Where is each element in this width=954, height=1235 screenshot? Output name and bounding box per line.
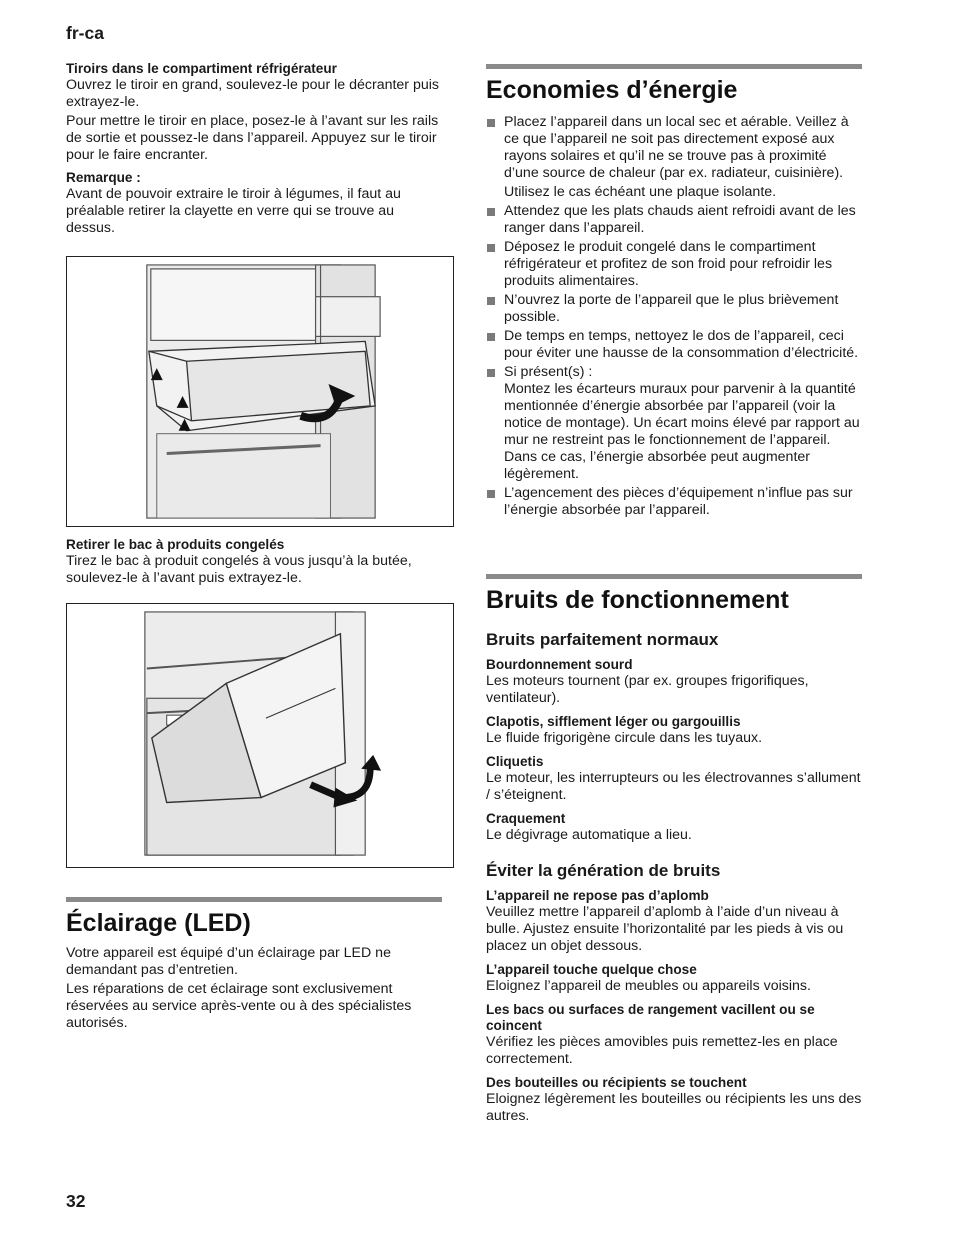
list-item-text: N’ouvrez la porte de l’appareil que le plus brièvement possible. xyxy=(504,292,839,325)
drawer-removal-drawing xyxy=(67,257,453,526)
noise-section xyxy=(486,574,862,1125)
noise-item-text: Veuillez mettre l’appareil d’aplomb à l’aide d’un niveau à bulle. Ajustez ensuite l’horizontalité par les pieds à vis ou placez un objet dessous. xyxy=(486,904,844,954)
bullet-square-icon xyxy=(487,490,495,498)
list-item-text: L’agencement des pièces d’équipement n’influe pas sur l’énergie absorbée par l’appareil. xyxy=(504,485,853,518)
list-item xyxy=(486,328,862,362)
normal-noise-item xyxy=(486,811,862,844)
freezer-text: Tirez le bac à produit congelés à vous jusqu’à la butée, soulevez-le à l’avant puis extrayez-le. xyxy=(66,553,412,586)
bullet-square-icon xyxy=(487,208,495,216)
list-item xyxy=(486,292,862,326)
freezer-drawer-drawing xyxy=(67,604,453,867)
list-item-extra: Utilisez le cas échéant une plaque isolante. xyxy=(504,184,777,200)
drawers-heading: Tiroirs dans le compartiment réfrigérateur xyxy=(66,61,337,76)
noise-item-heading: Bourdonnement sourd xyxy=(486,657,633,672)
normal-noise-item xyxy=(486,714,862,747)
lighting-paragraph-1: Votre appareil est équipé d’un éclairage par LED ne demandant pas d’entretien. xyxy=(66,945,391,978)
normal-noises-title: Bruits parfaitement normaux xyxy=(486,630,719,649)
avoid-noise-item xyxy=(486,962,862,995)
lighting-paragraph-2: Les réparations de cet éclairage sont exclusivement réservées au service après-vente ou à des spécialistes autorisés. xyxy=(66,981,412,1031)
freezer-heading: Retirer le bac à produits congelés xyxy=(66,537,285,552)
list-item-text: Si présent(s) : xyxy=(504,364,593,380)
lighting-rule xyxy=(66,897,442,902)
freezer-illustration xyxy=(66,603,454,868)
list-item-text: Placez l’appareil dans un local sec et aérable. Veillez à ce que l’appareil ne soit pas directement exposé aux rayons solaires et qu’il ne se trouve pas à proximité d’une source de chaleur (par ex. radiateur, cuisinière). xyxy=(504,114,849,181)
noise-item-text: Eloignez légèrement les bouteilles ou récipients les uns des autres. xyxy=(486,1091,862,1124)
avoid-noise-item xyxy=(486,1075,862,1125)
noise-item-heading: Clapotis, sifflement léger ou gargouillis xyxy=(486,714,741,729)
noise-item-text: Le fluide frigorigène circule dans les tuyaux. xyxy=(486,730,763,746)
energy-title: Economies d’énergie xyxy=(486,76,738,104)
freezer-section xyxy=(66,537,442,587)
bullet-square-icon xyxy=(487,369,495,377)
noise-item-text: Eloignez l’appareil de meubles ou appareils voisins. xyxy=(486,978,811,994)
bullet-square-icon xyxy=(487,297,495,305)
energy-rule xyxy=(486,64,862,69)
bullet-square-icon xyxy=(487,333,495,341)
energy-tips-list xyxy=(486,114,862,519)
lighting-section xyxy=(66,897,442,1032)
bullet-square-icon xyxy=(487,119,495,127)
avoid-noises-title: Éviter la génération de bruits xyxy=(486,861,721,880)
bullet-square-icon xyxy=(487,244,495,252)
list-item-text: Déposez le produit congelé dans le compartiment réfrigérateur et profitez de son froid pour refroidir les produits alimentaires. xyxy=(504,239,833,289)
drawers-section xyxy=(66,61,442,237)
language-code: fr-ca xyxy=(66,23,104,43)
noise-item-text: Les moteurs tournent (par ex. groupes frigorifiques, ventilateur). xyxy=(486,673,809,706)
note-heading: Remarque : xyxy=(66,170,141,185)
list-item xyxy=(486,485,862,519)
noise-item-heading: L’appareil ne repose pas d’aplomb xyxy=(486,888,709,903)
list-item-text: De temps en temps, nettoyez le dos de l’appareil, ceci pour éviter une hausse de la consommation d’électricité. xyxy=(504,328,859,361)
note-text: Avant de pouvoir extraire le tiroir à légumes, il faut au préalable retirer la clayette en verre qui se trouve au dessus. xyxy=(66,186,401,236)
list-item xyxy=(486,203,862,237)
noise-title: Bruits de fonctionnement xyxy=(486,586,789,614)
noise-item-heading: Des bouteilles ou récipients se touchent xyxy=(486,1075,747,1090)
noise-item-text: Le moteur, les interrupteurs ou les électrovannes s’allument / s’éteignent. xyxy=(486,770,861,803)
normal-noise-item xyxy=(486,657,862,707)
list-item xyxy=(486,114,862,201)
list-item-extra: Montez les écarteurs muraux pour parvenir à la quantité mentionnée d’énergie absorbée par l’appareil (voir la notice de montage). Un écart moins élevé par rapport au mur ne restreint pas le fonctionnement de l’appareil. Dans ce cas, l’énergie absorbée peut augmenter légèrement. xyxy=(504,381,860,482)
list-item xyxy=(486,364,862,483)
noise-item-heading: Craquement xyxy=(486,811,566,826)
normal-noise-item xyxy=(486,754,862,804)
lighting-title: Éclairage (LED) xyxy=(66,909,251,937)
noise-rule xyxy=(486,574,862,579)
drawers-paragraph-1: Ouvrez le tiroir en grand, soulevez-le pour le décranter puis extrayez-le. xyxy=(66,77,440,110)
noise-item-text: Vérifiez les pièces amovibles puis remettez-les en place correctement. xyxy=(486,1034,838,1067)
noise-item-text: Le dégivrage automatique a lieu. xyxy=(486,827,692,843)
noise-item-heading: Cliquetis xyxy=(486,754,544,769)
avoid-noise-item xyxy=(486,1002,862,1068)
list-item-text: Attendez que les plats chauds aient refroidi avant de les ranger dans l’appareil. xyxy=(504,203,856,236)
noise-item-heading: L’appareil touche quelque chose xyxy=(486,962,697,977)
drawers-paragraph-2: Pour mettre le tiroir en place, posez-le à l’avant sur les rails de sortie et poussez-le dans l’appareil. Appuyez sur le tiroir pour le faire encranter. xyxy=(66,113,439,163)
page-number: 32 xyxy=(66,1191,86,1211)
energy-section xyxy=(486,64,862,519)
noise-item-heading: Les bacs ou surfaces de rangement vacillent ou se coincent xyxy=(486,1002,815,1033)
avoid-noise-item xyxy=(486,888,862,955)
drawer-illustration xyxy=(66,256,454,527)
list-item xyxy=(486,239,862,290)
